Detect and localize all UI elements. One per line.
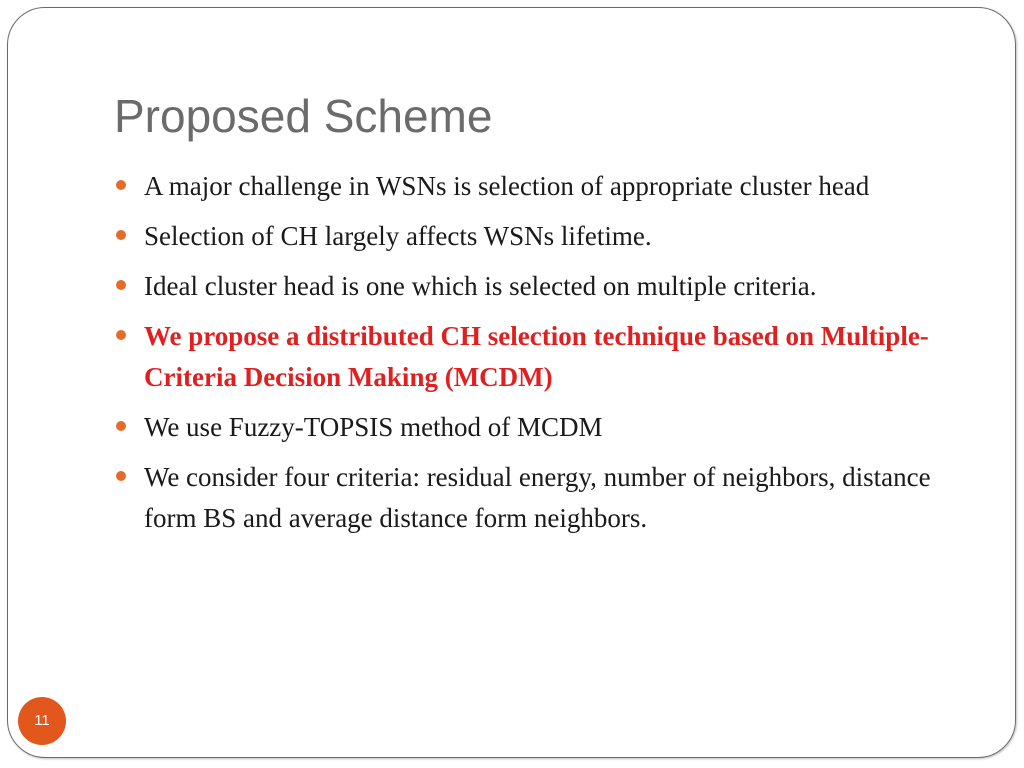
bullet-dot-icon xyxy=(116,330,126,340)
bullet-dot-icon xyxy=(116,230,126,240)
bullet-item-2 xyxy=(114,216,974,257)
bullet-text: A major challenge in WSNs is selection of appropriate cluster head xyxy=(144,171,870,201)
bullet-item-1 xyxy=(114,166,974,207)
bullet-item-3 xyxy=(114,266,974,307)
slide-title: Proposed Scheme xyxy=(114,90,493,142)
bullet-text: Ideal cluster head is one which is selected on multiple criteria. xyxy=(144,271,817,301)
bullet-item-6 xyxy=(114,457,974,539)
bullet-item-5 xyxy=(114,407,974,448)
bullet-list xyxy=(114,166,974,548)
page-number-badge: 11 xyxy=(18,697,66,745)
bullet-item-4-emphasis xyxy=(114,316,974,398)
bullet-text: We use Fuzzy-TOPSIS method of MCDM xyxy=(144,412,603,442)
bullet-text: We propose a distributed CH selection technique based on Multiple-Criteria Decision Making (MCDM) xyxy=(144,321,929,392)
bullet-text: We consider four criteria: residual energy, number of neighbors, distance form BS and average distance form neighbors. xyxy=(144,462,931,533)
bullet-dot-icon xyxy=(116,421,126,431)
bullet-dot-icon xyxy=(116,180,126,190)
bullet-text: Selection of CH largely affects WSNs lifetime. xyxy=(144,221,652,251)
bullet-dot-icon xyxy=(116,280,126,290)
bullet-dot-icon xyxy=(116,471,126,481)
